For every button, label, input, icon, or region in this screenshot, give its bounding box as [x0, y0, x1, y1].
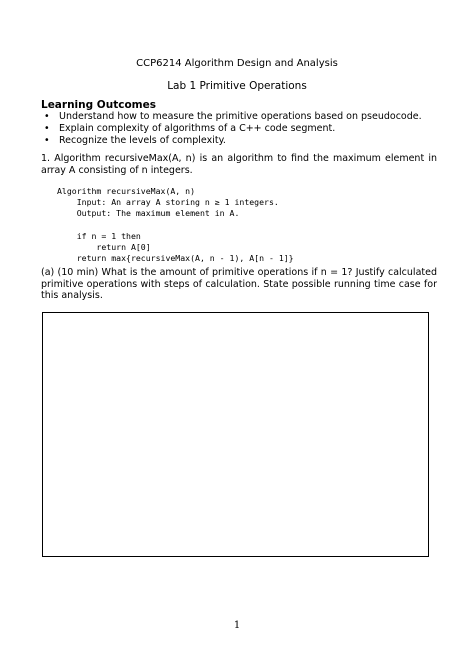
question-1a-text: (a) (10 min) What is the amount of primitive operations if n = 1? Justify calculated primitive operations with steps of calculation. State possible running time case for this analysis.	[41, 267, 437, 301]
code-line: Input: An array A storing n ≥ 1 integers.	[57, 197, 279, 208]
learning-outcomes-heading: Learning Outcomes	[41, 99, 156, 111]
course-header: CCP6214 Algorithm Design and Analysis	[136, 58, 338, 69]
question-1-text: 1. Algorithm recursiveMax(A, n) is an algorithm to find the maximum element in array A consisting of n integers.	[41, 153, 437, 176]
outcome-item: • Explain complexity of algorithms of a C++ code segment.	[41, 123, 422, 135]
code-line: return max{recursiveMax(A, n - 1), A[n - 1]}	[57, 253, 294, 264]
pseudocode-block	[57, 186, 294, 264]
answer-box[interactable]	[42, 312, 429, 557]
lab-title: Lab 1 Primitive Operations	[167, 80, 307, 92]
code-line: Algorithm recursiveMax(A, n)	[57, 186, 196, 196]
outcome-item: • Recognize the levels of complexity.	[41, 135, 422, 147]
code-line: Output: The maximum element in A.	[57, 208, 240, 219]
code-line	[57, 220, 294, 231]
learning-outcomes-list	[41, 111, 422, 147]
outcome-item: • Understand how to measure the primitive operations based on pseudocode.	[41, 111, 422, 123]
code-line: return A[0]	[57, 242, 151, 253]
page-number: 1	[233, 620, 241, 631]
code-line: if n = 1 then	[57, 230, 141, 241]
